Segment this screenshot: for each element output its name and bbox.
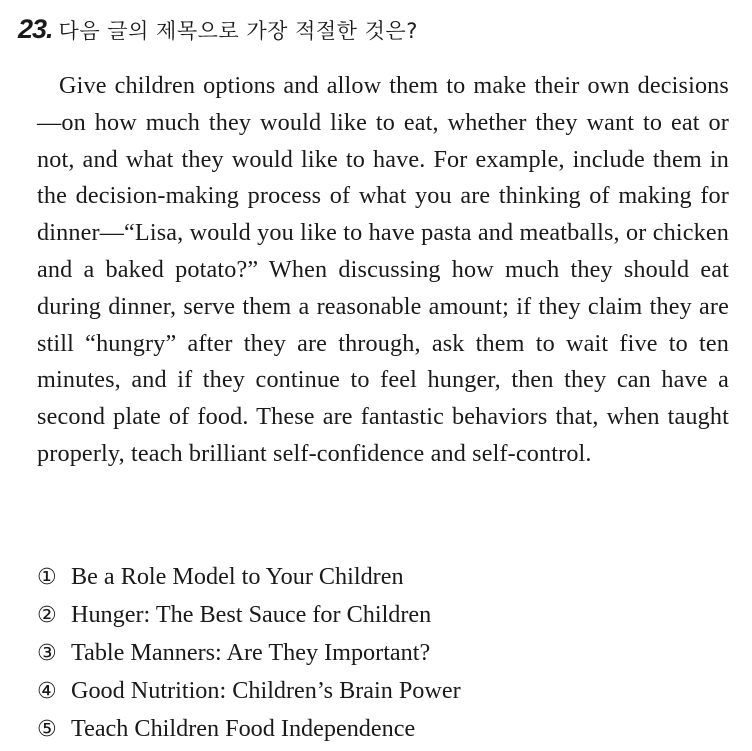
question-header [18, 14, 418, 54]
answer-option-2[interactable] [37, 596, 461, 634]
option-number-icon: ③ [37, 640, 57, 666]
answer-option-3[interactable] [37, 634, 461, 672]
answer-option-4[interactable] [37, 672, 461, 710]
option-label: Teach Children Food Independence [71, 715, 416, 742]
option-number-icon: ⑤ [37, 716, 57, 742]
passage-text: Give children options and allow them to make their own decisions—on how much they would like to eat, whether they want to eat or not, and what they would like to have. For example, include them in the decision-making process of what you are thinking of making for dinner—“Lisa, would you like to have pasta and meatballs, or chicken and a baked potato?” When discussing how much they should eat during dinner, serve them a reasonable amount; if they claim they are still “hungry” after they are through, ask them to wait five to ten minutes, and if they continue to feel hunger, then they can have a second plate of food. These are fantastic behaviors that, when taught properly, teach brilliant self-confidence and self-control. [37, 72, 729, 467]
answer-option-5[interactable] [37, 710, 461, 748]
answer-option-1[interactable] [37, 558, 461, 596]
option-label: Be a Role Model to Your Children [71, 563, 404, 590]
option-number-icon: ① [37, 564, 57, 590]
option-number-icon: ④ [37, 678, 57, 704]
answer-options [37, 558, 461, 748]
option-label: Table Manners: Are They Important? [71, 639, 431, 666]
question-prompt: 다음 글의 제목으로 가장 적절한 것은? [58, 19, 418, 43]
question-number: 23. [18, 14, 53, 44]
option-label: Hunger: The Best Sauce for Children [71, 601, 432, 628]
option-number-icon: ② [37, 602, 57, 628]
option-label: Good Nutrition: Children’s Brain Power [71, 677, 461, 704]
